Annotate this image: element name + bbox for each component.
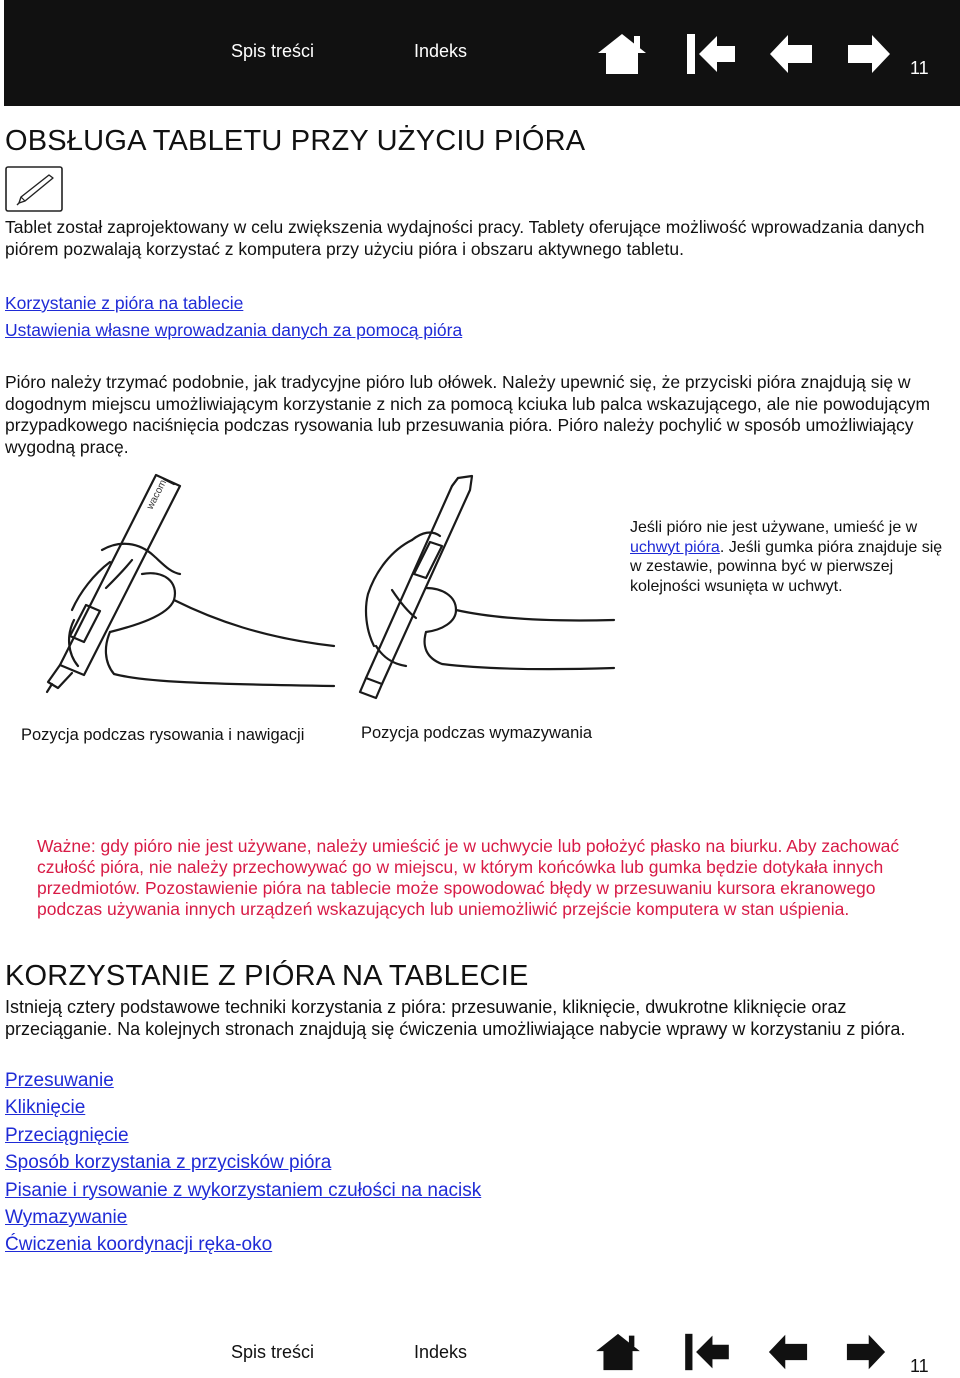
pen-brand-label: wacom <box>144 478 170 512</box>
caption-erasing: Pozycja podczas wymazywania <box>361 724 593 742</box>
page-number-bottom: 11 <box>910 1356 929 1376</box>
home-icon[interactable] <box>594 1332 642 1372</box>
link-pressure-sensitivity[interactable]: Pisanie i rysowanie z wykorzystaniem czułości na nacisk <box>5 1179 482 1201</box>
home-icon[interactable] <box>596 32 648 76</box>
contents-link-bottom[interactable]: Spis treści <box>231 1342 315 1362</box>
page-number: 11 <box>910 58 929 78</box>
note-text-after: . Jeśli gumka pióra znajduje się w zestawie, powinna być w pierwszej kolejności wsunięta w uchwyt. <box>630 538 943 595</box>
section-title-2: KORZYSTANIE Z PIÓRA NA TABLECIE <box>5 960 529 992</box>
intro-paragraph: Tablet został zaprojektowany w celu zwiększenia wydajności pracy. Tablety oferujące możliwość wprowadzania danych piórem pozwalają korzystać z komputera przy użyciu pióra i obszaru aktywnego tabletu. <box>5 217 925 259</box>
drawing-position-illustration <box>14 470 344 705</box>
link-erasing[interactable]: Wymazywanie <box>5 1206 128 1228</box>
index-link[interactable]: Indeks <box>414 41 468 61</box>
bottom-nav-bar <box>0 1320 960 1378</box>
previous-page-icon[interactable] <box>768 32 814 76</box>
link-pen-buttons[interactable]: Sposób korzystania z przycisków pióra <box>5 1152 332 1174</box>
link-clicking[interactable]: Kliknięcie <box>5 1097 86 1119</box>
link-dragging[interactable]: Przeciągnięcie <box>5 1124 129 1146</box>
contents-link[interactable]: Spis treści <box>231 41 315 61</box>
index-link-bottom[interactable]: Indeks <box>414 1342 468 1362</box>
first-page-icon[interactable] <box>683 1332 731 1372</box>
section2-intro: Istnieją cztery podstawowe techniki korzystania z pióra: przesuwanie, kliknięcie, dwukrotne kliknięcie oraz przeciąganie. Na kolejnych stronach znajdują się ćwiczenia umożliwiające nabycie wprawy w korzystaniu z pióra. <box>5 997 906 1040</box>
top-nav-bar <box>4 0 960 106</box>
warning-text: Ważne: gdy pióro nie jest używane, należy umieścić je w uchwycie lub położyć płasko na biurku. Aby zachować czułość pióra, nie należy przechowywać go w miejscu, w którym końcówka lub gumka będzie dotykała innych przedmiotów. Pozostawienie pióra na tablecie może spowodować błędy w przesuwaniu kursora ekranowego podczas używania innych urządzeń wskazujących lub uniemożliwić przejście komputera w stan uśpienia. <box>37 836 900 919</box>
previous-page-icon[interactable] <box>766 1332 810 1372</box>
caption-drawing: Pozycja podczas rysowania i nawigacji <box>21 726 305 744</box>
erasing-position-illustration <box>352 470 622 711</box>
link-hovering[interactable]: Przesuwanie <box>5 1070 114 1091</box>
pen-holding-paragraph: Pióro należy trzymać podobnie, jak tradycyjne pióro lub ołówek. Należy upewnić się, że przyciski pióra znajdują się w dogodnym miejscu umożliwiającym korzystanie z nich za pomocą kciuka lub palca wskazującego, ale nie powodującym przypadkowego naciśnięcia podczas rysowania lub przesuwania pióra. Pióro należy pochylić w sposób umożliwiający wygodną pracę. <box>5 372 931 457</box>
next-page-icon[interactable] <box>846 32 892 76</box>
note-text-before: Jeśli pióro nie jest używane, umieść je w <box>630 519 918 536</box>
link-using-pen[interactable]: Korzystanie z pióra na tablecie <box>5 293 244 313</box>
first-page-icon[interactable] <box>685 32 737 76</box>
link-eye-hand-coordination[interactable]: Ćwiczenia koordynacji ręka-oko <box>5 1234 273 1256</box>
pen-holder-note <box>630 518 950 596</box>
pen-icon <box>5 166 63 217</box>
technique-links <box>5 1067 481 1259</box>
next-page-icon[interactable] <box>844 1332 888 1372</box>
link-pen-holder[interactable]: uchwyt pióra <box>630 538 720 556</box>
link-pen-input-settings[interactable]: Ustawienia własne wprowadzania danych za pomocą pióra <box>5 320 463 340</box>
section-title: OBSŁUGA TABLETU PRZY UŻYCIU PIÓRA <box>5 125 586 157</box>
